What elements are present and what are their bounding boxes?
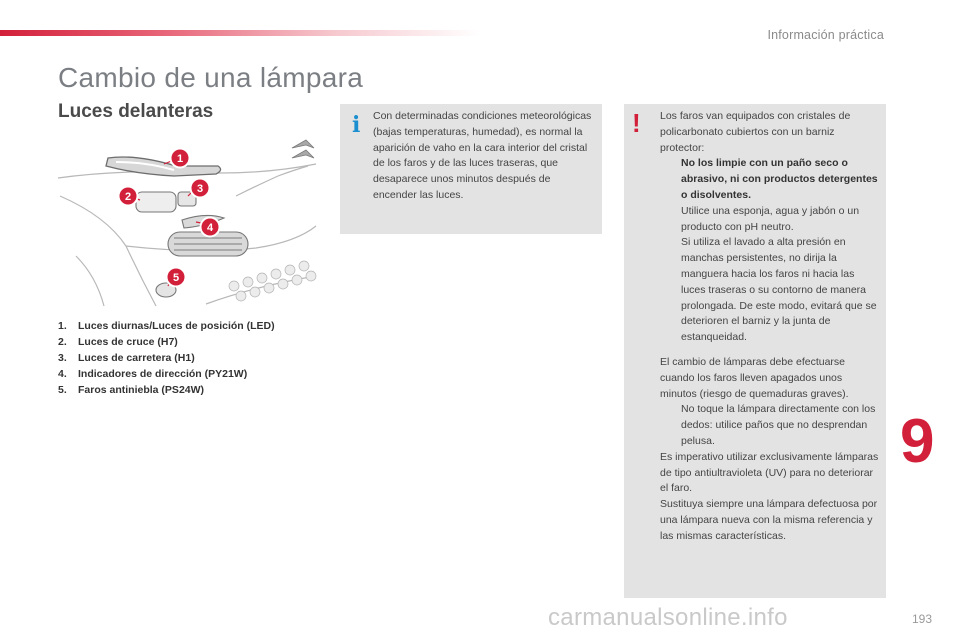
svg-text:1: 1 [176, 153, 184, 165]
info-text: Con determinadas condiciones meteorológicas (bajas temperaturas, humedad), es normal la aparición de vaho en la cara interior del cristal de los faros y de las luces traseras, que desaparece unos minutos después de encender las luces. [373, 110, 592, 201]
marker-3 [191, 179, 210, 198]
svg-text:5: 5 [172, 272, 180, 284]
list-item: No toque la lámpara directamente con los dedos: utilice paños que no desprendan pelusa. [660, 402, 880, 449]
marker-2 [119, 187, 138, 206]
warning-content [660, 109, 880, 545]
watermark: carmanualsonline.info [548, 604, 788, 631]
svg-text:2: 2 [124, 191, 132, 203]
headlamp-diagram [56, 136, 318, 308]
bulb-legend [58, 318, 275, 398]
legend-item: 5. Faros antiniebla (PS24W) [58, 384, 205, 396]
warning-intro: Los faros van equipados con cristales de policarbonato cubiertos con un barniz protector: [660, 110, 851, 154]
legend-item: 1. Luces diurnas/Luces de posición (LED) [58, 320, 275, 332]
bullet-icon [660, 402, 681, 449]
legend-item: 3. Luces de carretera (H1) [58, 352, 195, 364]
list-item: Utilice una esponja, agua y jabón o un producto con pH neutro. [660, 204, 880, 236]
list-item: Si utiliza el lavado a alta presión en manchas persistentes, no dirija la manguera hacia los faros ni hacia las luces traseras o su contorno de manera prolongada. De este modo, evitará que se deterioren el barniz y la junta de estanqueidad. [660, 235, 880, 346]
page-number: 193 [911, 612, 932, 626]
legend-item: 2. Luces de cruce (H7) [58, 336, 178, 348]
warning-icon: ! [632, 108, 641, 138]
bullet-icon [660, 235, 681, 346]
info-box [340, 104, 602, 234]
bullet-icon [660, 156, 681, 203]
info-icon: i [352, 112, 361, 138]
marker-1 [171, 149, 190, 168]
svg-text:3: 3 [196, 183, 204, 195]
warning-paragraph: Es imperativo utilizar exclusivamente lámparas de tipo antiultravioleta (UV) para no deteriorar el faro. [660, 450, 879, 495]
warning-paragraph: El cambio de lámparas debe efectuarse cuando los faros lleven apagados unos minutos (riesgo de quemaduras graves). [660, 355, 849, 400]
svg-text:4: 4 [206, 222, 214, 234]
chapter-number: 9 [900, 407, 935, 476]
page-title: Cambio de una lámpara [58, 62, 364, 93]
header-accent-bar [0, 30, 480, 36]
section-header: Información práctica [767, 28, 884, 42]
list-item: No los limpie con un paño seco o abrasivo, ni con productos detergentes o disolventes. [660, 156, 880, 203]
legend-item: 4. Indicadores de dirección (PY21W) [58, 368, 248, 380]
warning-paragraph: Sustituya siempre una lámpara defectuosa por una lámpara nueva con la misma referencia y las mismas características. [660, 498, 878, 542]
subsection-title: Luces delanteras [58, 101, 214, 122]
marker-5 [167, 268, 186, 287]
bullet-icon [660, 204, 681, 236]
warning-box [624, 104, 886, 598]
marker-4 [201, 218, 220, 237]
